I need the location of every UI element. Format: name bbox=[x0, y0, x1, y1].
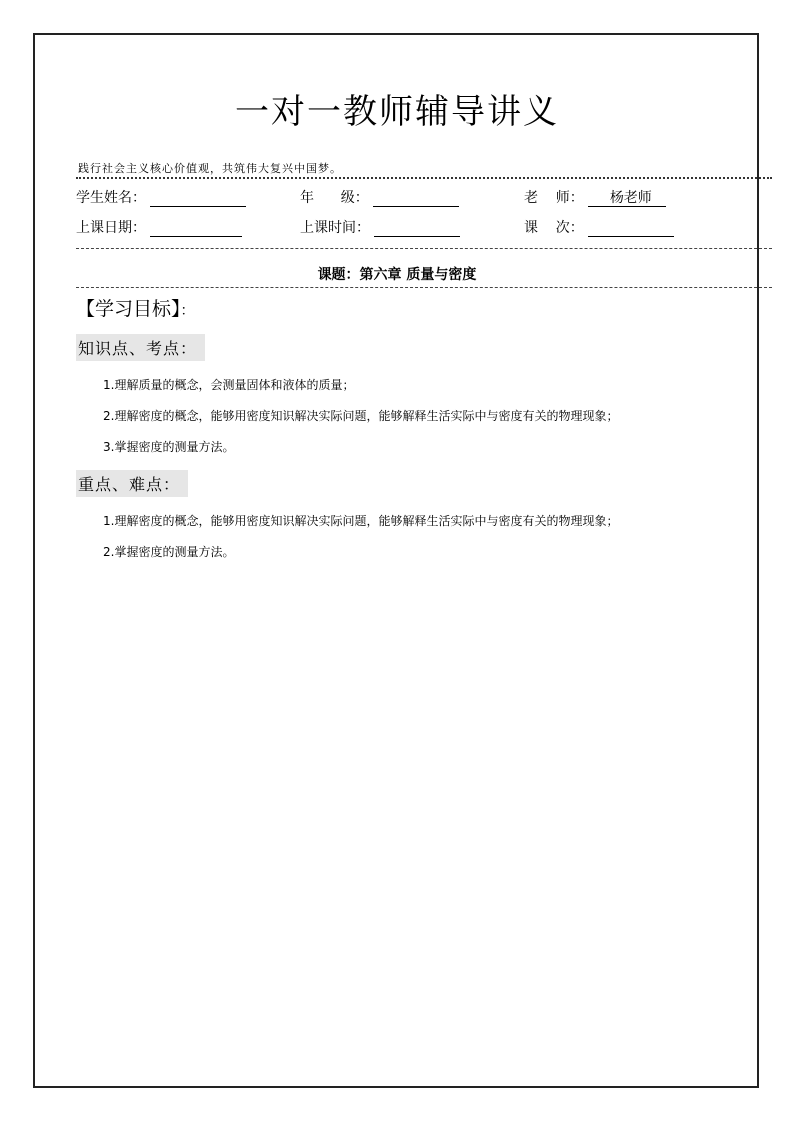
motto-text: 践行社会主义核心价值观，共筑伟大复兴中国梦。 bbox=[78, 162, 342, 175]
document-title: 一对一教师辅导讲义 bbox=[235, 92, 559, 132]
session-label: 课 次： bbox=[524, 220, 584, 236]
dashed-divider-top bbox=[76, 248, 772, 249]
student-name-label: 学生姓名： bbox=[76, 190, 146, 206]
session-field[interactable] bbox=[524, 217, 674, 237]
class-date-blank[interactable] bbox=[150, 221, 242, 237]
teacher-value[interactable]: 杨老师 bbox=[588, 191, 666, 207]
key-point-item-2: 2.掌握密度的测量方法。 bbox=[103, 545, 235, 559]
dotted-divider bbox=[76, 177, 772, 179]
student-name-blank[interactable] bbox=[150, 191, 246, 207]
class-time-field[interactable] bbox=[300, 217, 460, 237]
class-date-field[interactable] bbox=[76, 217, 242, 237]
knowledge-item-2: 2.理解密度的概念，能够用密度知识解决实际问题，能够解释生活实际中与密度有关的物理现象； bbox=[103, 409, 619, 423]
session-blank[interactable] bbox=[588, 221, 674, 237]
teacher-label: 老 师： bbox=[524, 190, 584, 206]
class-date-label: 上课日期： bbox=[76, 220, 146, 236]
learning-goals-colon: ： bbox=[180, 303, 195, 319]
grade-blank[interactable] bbox=[373, 191, 459, 207]
dashed-divider-bottom bbox=[76, 287, 772, 288]
key-point-item-1: 1.理解密度的概念，能够用密度知识解决实际问题，能够解释生活实际中与密度有关的物理现象； bbox=[103, 514, 619, 528]
lesson-topic: 课题：第六章 质量与密度 bbox=[317, 267, 477, 283]
key-points-heading: 重点、难点： bbox=[76, 470, 188, 497]
grade-label: 年 级： bbox=[300, 190, 369, 206]
knowledge-points-heading: 知识点、考点： bbox=[76, 334, 205, 361]
class-time-blank[interactable] bbox=[374, 221, 460, 237]
class-time-label: 上课时间： bbox=[300, 220, 370, 236]
grade-field[interactable] bbox=[300, 187, 459, 207]
learning-goals-title: 【学习目标】 bbox=[76, 298, 181, 320]
learning-goals-heading bbox=[76, 294, 195, 321]
teacher-field[interactable] bbox=[524, 187, 666, 207]
knowledge-item-1: 1.理解质量的概念，会测量固体和液体的质量； bbox=[103, 378, 355, 392]
student-name-field[interactable] bbox=[76, 187, 246, 207]
knowledge-item-3: 3.掌握密度的测量方法。 bbox=[103, 440, 235, 454]
